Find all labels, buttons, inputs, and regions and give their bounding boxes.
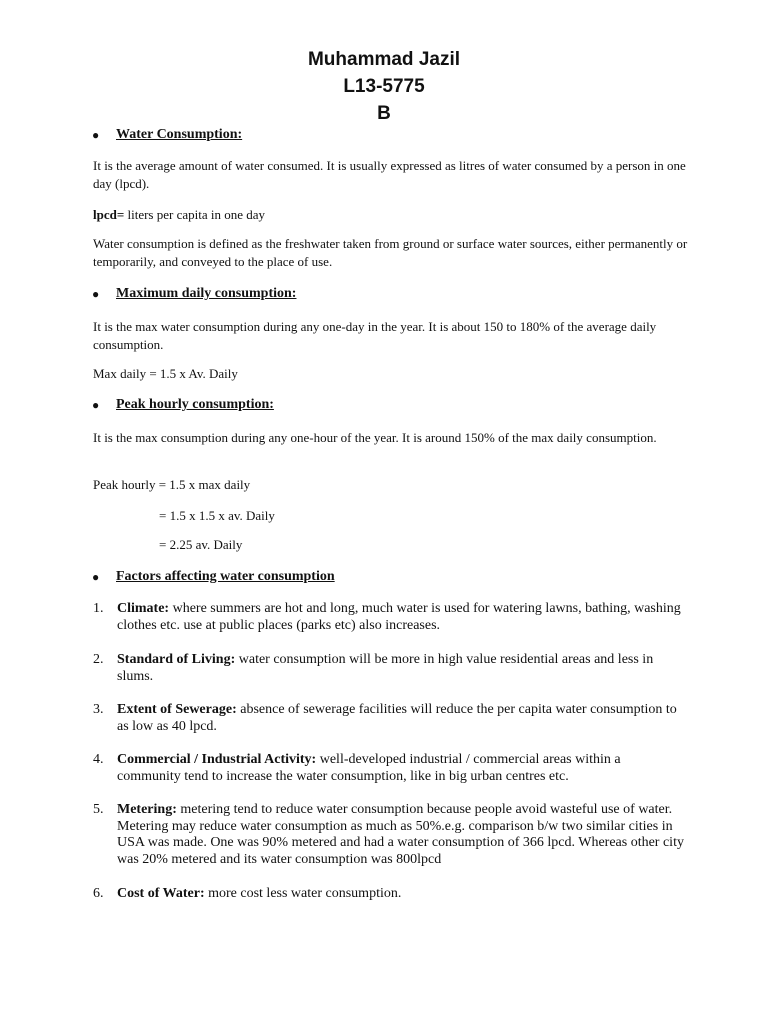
- factor-item: [93, 886, 693, 903]
- bullet-icon: ●: [92, 287, 100, 301]
- factor-body: [117, 802, 687, 868]
- roll-number: L13-5775: [343, 76, 425, 97]
- factor-body: [117, 601, 687, 634]
- factor-label: Extent of Sewerage:: [117, 702, 237, 717]
- bullet-icon: ●: [92, 398, 100, 412]
- factor-item: [93, 601, 693, 634]
- factor-item: [93, 702, 693, 735]
- factor-number: 3.: [93, 702, 104, 717]
- factor-number: 6.: [93, 886, 104, 901]
- factor-number: 1.: [93, 601, 104, 616]
- title-block: [0, 46, 768, 127]
- author-name: Muhammad Jazil: [307, 49, 461, 70]
- factor-text: metering tend to reduce water consumption because people avoid wasteful use of water. Metering may reduce water consumption as much as 50%.e.g. comparison b/w two similar cities in USA was made. One was 90% metered and had a water consumption of 366 lpcd. Whereas other city was 20% metered and its water consumption was 800lpcd: [117, 802, 684, 867]
- factor-label: Metering:: [117, 802, 177, 817]
- factor-item: [93, 802, 693, 868]
- paragraph: It is the max water consumption during any one-day in the year. It is about 150 to 180% of the average daily consumption.: [93, 319, 657, 352]
- section-heading: Water Consumption:: [116, 127, 243, 142]
- factor-body: [117, 652, 687, 685]
- lpcd-definition: [93, 206, 693, 224]
- term-label: lpcd=: [93, 207, 125, 222]
- factor-label: Climate:: [117, 601, 170, 616]
- factor-text: where summers are hot and long, much water is used for watering lawns, bathing, washing clothes etc. use at public places (parks etc) also increases.: [117, 601, 681, 633]
- factor-body: [117, 752, 687, 785]
- paragraph: It is the max consumption during any one-hour of the year. It is around 150% of the max daily consumption.: [93, 430, 657, 445]
- factor-label: Cost of Water:: [117, 886, 205, 901]
- factor-body: [117, 702, 687, 735]
- factor-item: [93, 752, 693, 785]
- factor-item: [93, 652, 693, 685]
- factor-text: water consumption will be more in high value residential areas and less in slums.: [117, 652, 654, 684]
- factor-number: 4.: [93, 752, 104, 767]
- factor-text: more cost less water consumption.: [204, 886, 402, 901]
- paragraph: Water consumption is defined as the freshwater taken from ground or surface water sources, either permanently or temporarily, and conveyed to the place of use.: [93, 236, 688, 269]
- bullet-icon: ●: [92, 570, 100, 584]
- section-heading: Factors affecting water consumption: [116, 569, 335, 584]
- factor-text: absence of sewerage facilities will reduce the per capita water consumption to as low as 40 lpcd.: [117, 702, 677, 734]
- paragraph: It is the average amount of water consumed. It is usually expressed as litres of water consumed by a person in one day (lpcd).: [93, 158, 686, 191]
- bullet-icon: ●: [92, 128, 100, 142]
- formula: Peak hourly = 1.5 x max daily: [93, 477, 251, 492]
- factor-body: [117, 886, 687, 903]
- formula: = 2.25 av. Daily: [159, 537, 243, 552]
- factor-label: Standard of Living:: [117, 652, 236, 667]
- factor-label: Commercial / Industrial Activity:: [117, 752, 317, 767]
- factor-number: 2.: [93, 652, 104, 667]
- section-label: B: [377, 103, 391, 124]
- factor-text: well-developed industrial / commercial areas within a community tend to increase the water consumption, like in big urban centres etc.: [117, 752, 621, 784]
- section-heading: Peak hourly consumption:: [116, 397, 274, 412]
- term-definition: liters per capita in one day: [124, 207, 266, 222]
- section-heading: Maximum daily consumption:: [116, 286, 297, 301]
- formula: = 1.5 x 1.5 x av. Daily: [159, 508, 275, 523]
- formula: Max daily = 1.5 x Av. Daily: [93, 366, 238, 381]
- factor-number: 5.: [93, 802, 104, 817]
